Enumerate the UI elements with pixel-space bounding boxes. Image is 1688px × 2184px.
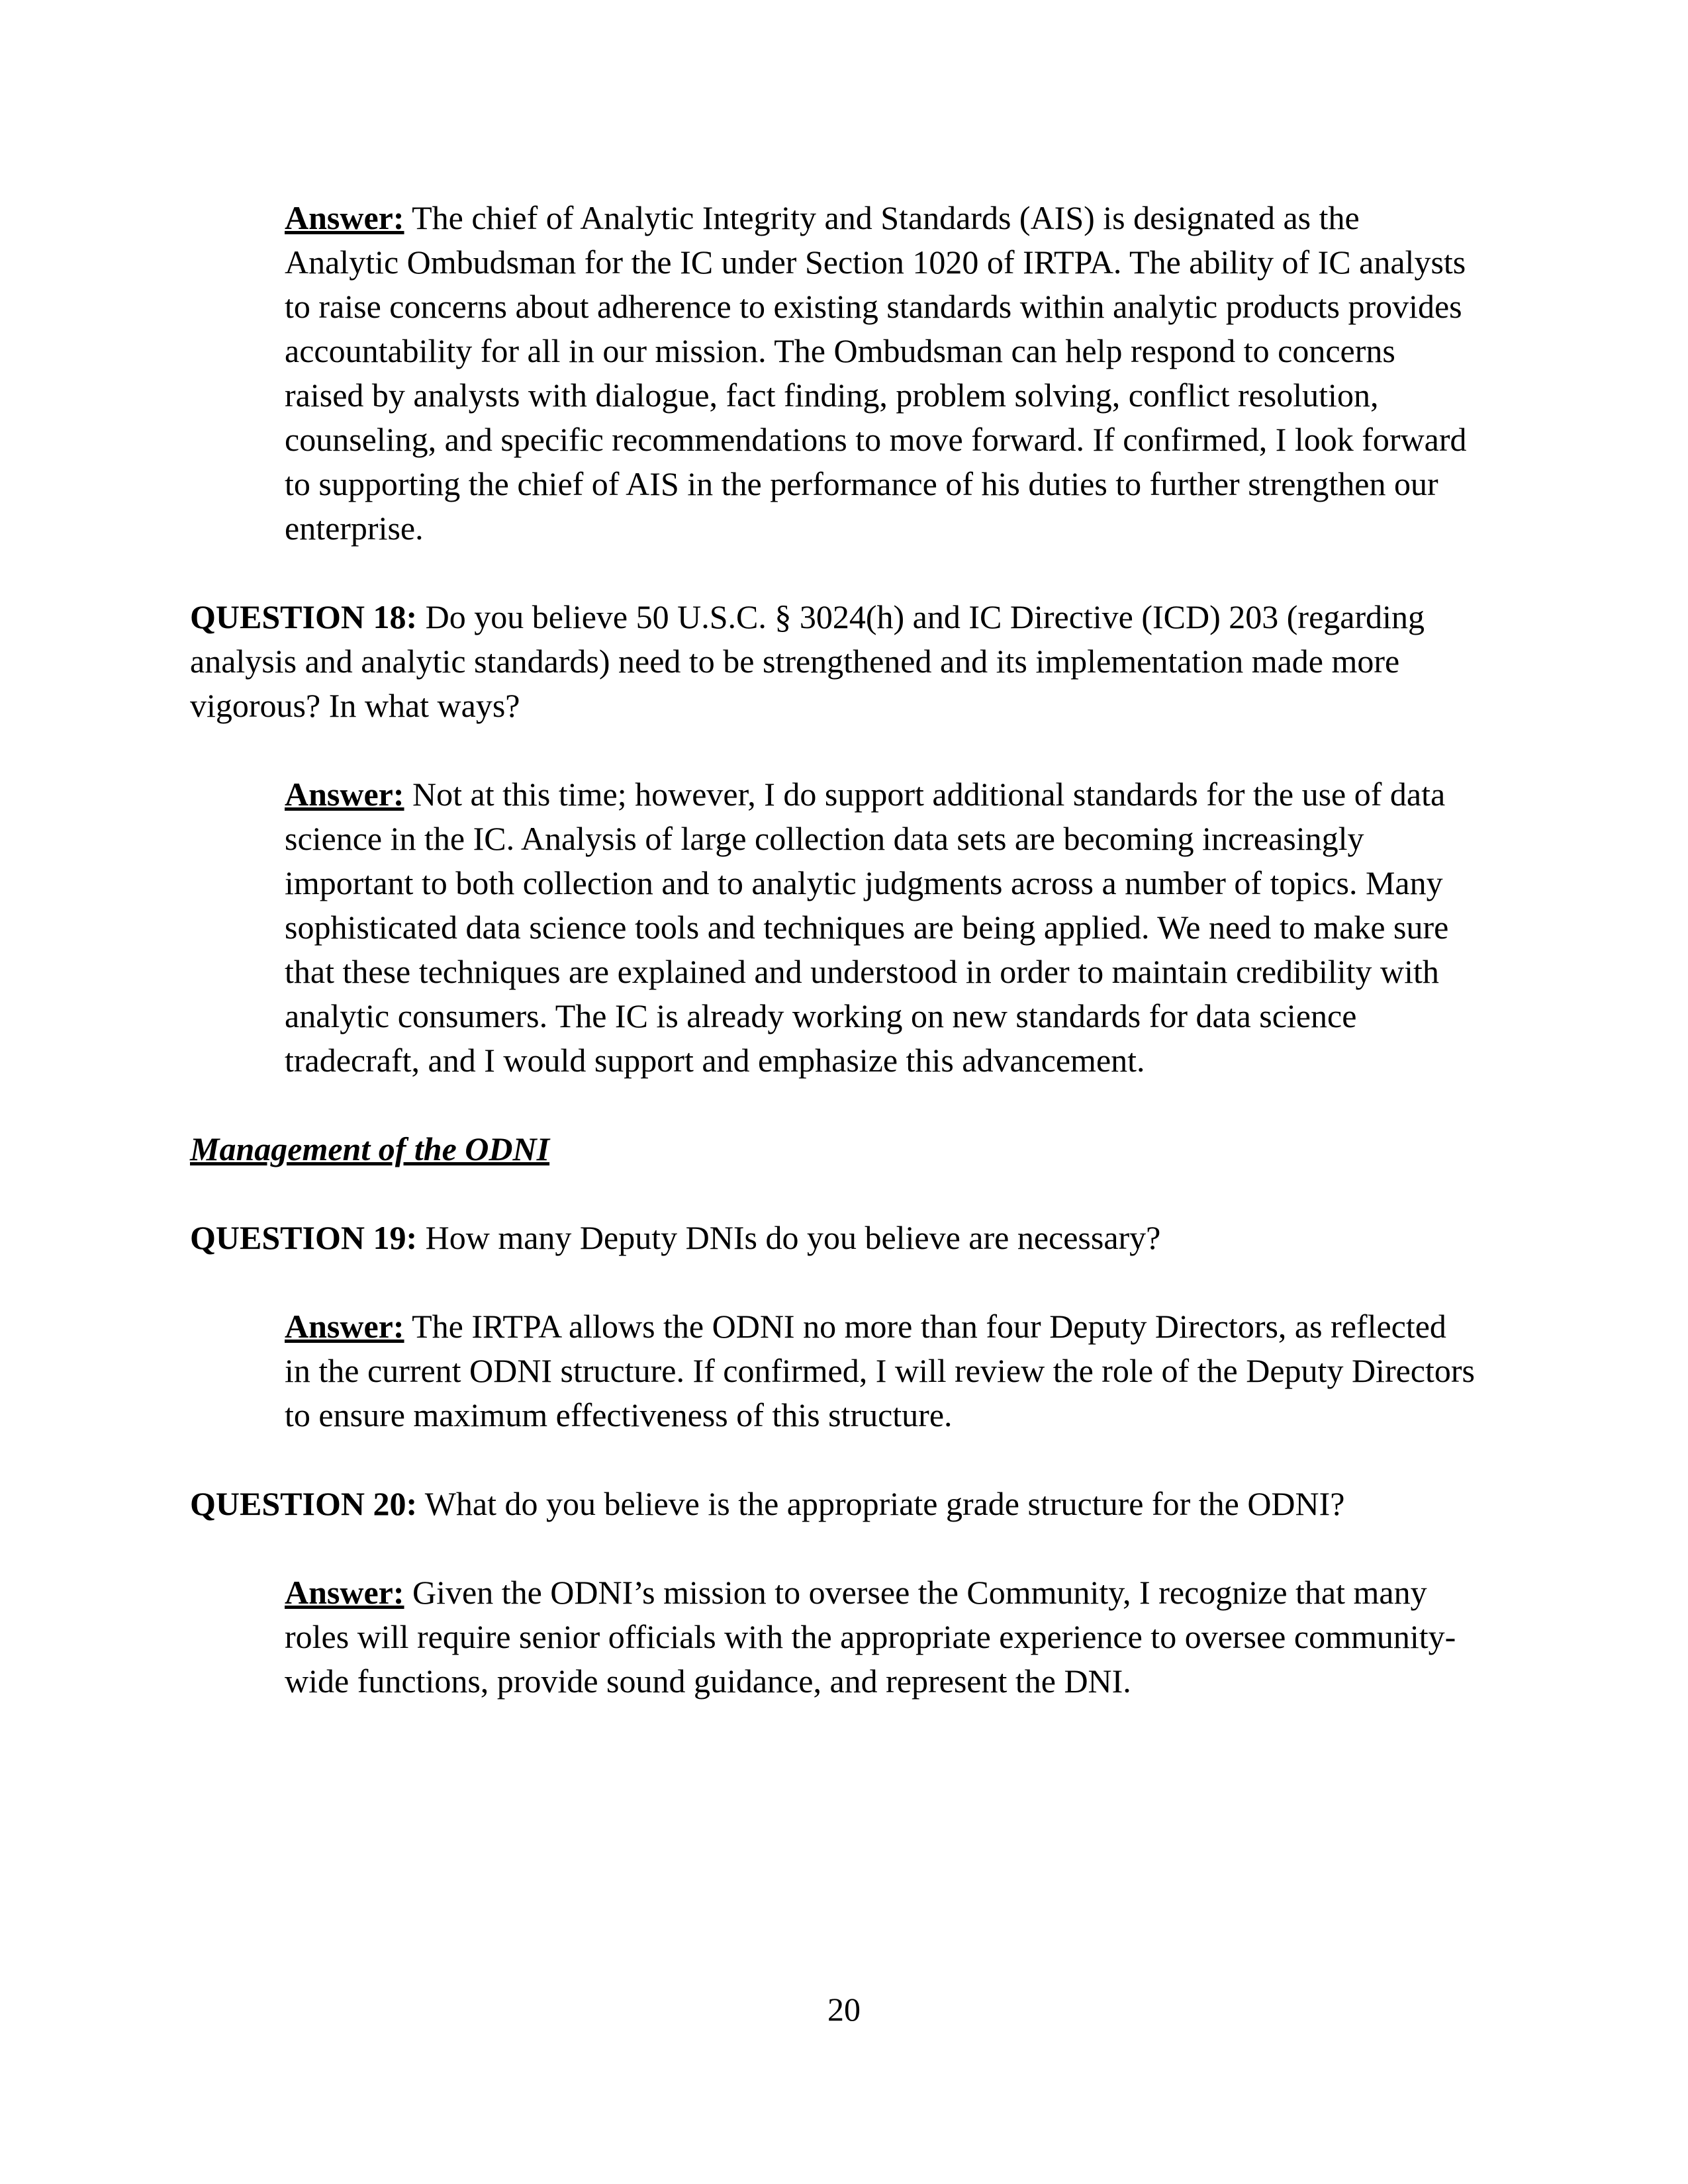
answer-label: Answer:	[285, 199, 404, 236]
answer-text: Not at this time; however, I do support additional standards for the use of data science in the IC. Analysis of large collection data sets are becoming increasingly important to both collection and to analytic judgments across a number of topics. Many sophisticated data science tools and techniques are being applied. We need to make sure that these techniques are explained and understood in order to maintain credibility with analytic consumers. The IC is already working on new standards for data science tradecraft, and I would support and emphasize this advancement.	[285, 776, 1449, 1079]
answer-text: The IRTPA allows the ODNI no more than four Deputy Directors, as reflected in the current ODNI structure. If confirmed, I will review the role of the Deputy Directors to ensure maximum effectiveness of this structure.	[285, 1308, 1475, 1433]
answer-label: Answer:	[285, 776, 404, 813]
question-19	[190, 1216, 1481, 1260]
answer-text: Given the ODNI’s mission to oversee the Community, I recognize that many roles will require senior officials with the appropriate experience to oversee community-wide functions, provide sound guidance, and represent the DNI.	[285, 1574, 1456, 1700]
document-body	[190, 196, 1489, 1748]
question-label: QUESTION 18:	[190, 598, 418, 635]
question-text: Do you believe 50 U.S.C. § 3024(h) and IC Directive (ICD) 203 (regarding analysis and analytic standards) need to be strengthened and its implementation made more vigorous? In what ways?	[190, 598, 1425, 724]
answer-paragraph-19	[285, 1304, 1476, 1437]
page-number: 20	[827, 1991, 861, 2028]
answer-label: Answer:	[285, 1574, 404, 1611]
question-label: QUESTION 19:	[190, 1219, 418, 1256]
question-text: How many Deputy DNIs do you believe are necessary?	[425, 1219, 1161, 1256]
answer-paragraph-20	[285, 1570, 1476, 1704]
question-20	[190, 1482, 1481, 1526]
answer-paragraph-17	[285, 196, 1476, 551]
question-text: What do you believe is the appropriate grade structure for the ODNI?	[424, 1485, 1345, 1522]
answer-text: The chief of Analytic Integrity and Standards (AIS) is designated as the Analytic Ombudsman for the IC under Section 1020 of IRTPA. The ability of IC analysts to raise concerns about adherence to existing standards within analytic products provides accountability for all in our mission. The Ombudsman can help respond to concerns raised by analysts with dialogue, fact finding, problem solving, conflict resolution, counseling, and specific recommendations to move forward. If confirmed, I look forward to supporting the chief of AIS in the performance of his duties to further strengthen our enterprise.	[285, 199, 1467, 547]
question-18	[190, 595, 1481, 728]
question-label: QUESTION 20:	[190, 1485, 418, 1522]
answer-label: Answer:	[285, 1308, 404, 1345]
section-heading-management-of-the-odni: Management of the ODNI	[190, 1130, 550, 1167]
answer-paragraph-18	[285, 772, 1476, 1083]
